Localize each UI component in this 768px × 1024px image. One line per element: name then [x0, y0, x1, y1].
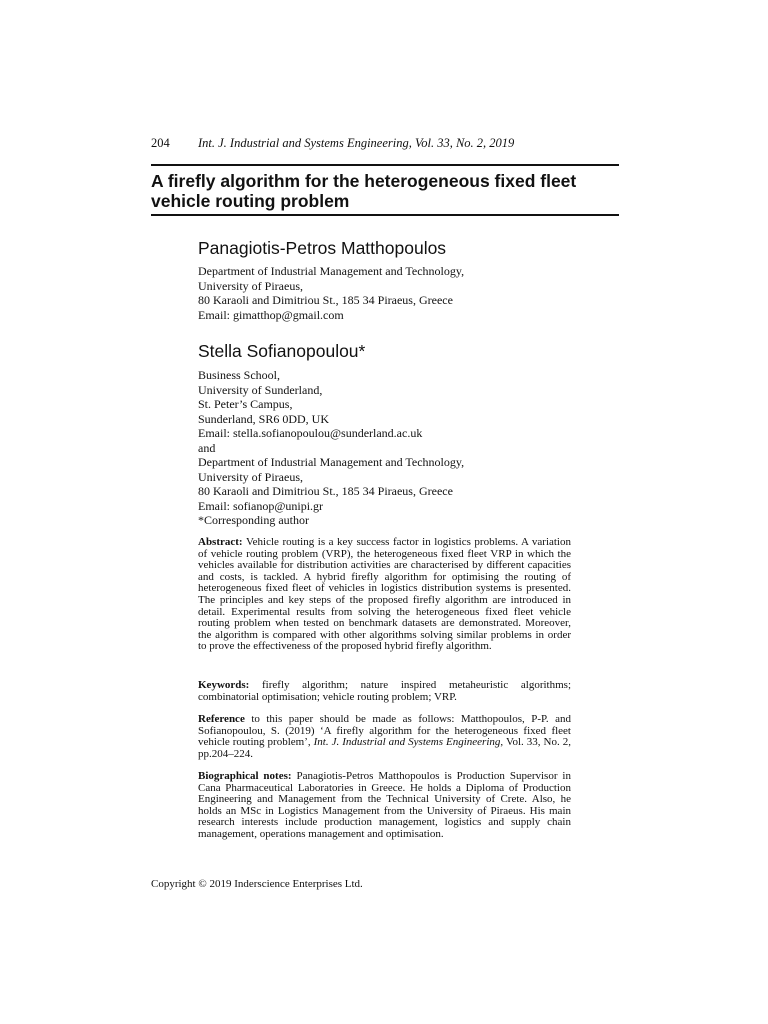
affiliation-line: University of Sunderland,: [198, 382, 323, 397]
affiliation-line: Sunderland, SR6 0DD, UK: [198, 411, 329, 426]
title-top-rule: [151, 164, 619, 166]
running-header: [151, 135, 619, 151]
author-affiliation-1: [198, 264, 578, 322]
bio-label: Biographical notes:: [198, 770, 292, 782]
affiliation-line: and: [198, 440, 216, 455]
reference-text: to this paper should be made as follows: Matthopoulos, P-P. and Sofianopoulou, S. (2019) ‘A firefly algorithm for the heterogeneous fixed fleet vehicle routing problem’,: [198, 713, 572, 749]
affiliation-line: St. Peter’s Campus,: [198, 397, 293, 411]
author-email: Email: sofianop@unipi.gr: [198, 498, 324, 513]
affiliation-line: Business School,: [198, 368, 281, 382]
reference-volume: , Vol. 33, No. 2, pp.204–224.: [198, 736, 572, 760]
keywords: [198, 680, 571, 703]
reference-journal: Int. J. Industrial and Systems Engineering: [313, 736, 501, 749]
affiliation-line: 80 Karaoli and Dimitriou St., 185 34 Piraeus, Greece: [198, 293, 453, 307]
author-name-1: Panagiotis-Petros Matthopoulos: [198, 238, 447, 258]
corresponding-author-note: *Corresponding author: [198, 513, 309, 527]
affiliation-line: University of Piraeus,: [198, 469, 303, 484]
paper-title: A firefly algorithm for the heterogeneous fixed fleet vehicle routing problem: [151, 171, 577, 211]
author-name-2: Stella Sofianopoulou*: [198, 341, 366, 361]
affiliation-line: University of Piraeus,: [198, 278, 303, 293]
reference: [198, 714, 571, 760]
bio-text: Panagiotis-Petros Matthopoulos is Production Supervisor in Cana Pharmaceutical Laboratories in Greece. He holds a Diploma of Production Engineering and Management from the Technical University of Crete. Also, he holds an MSc in Logistics Management from the University of Piraeus. His main research interests include production management, logistics and supply chain management, operations management and optimisation.: [198, 770, 571, 840]
keywords-text: firefly algorithm; nature inspired metaheuristic algorithms; combinatorial optimisation; vehicle routing problem; VRP.: [198, 679, 572, 703]
journal-citation: Int. J. Industrial and Systems Engineering, Vol. 33, No. 2, 2019: [198, 136, 515, 150]
biographical-notes: [198, 771, 571, 841]
author-email: Email: gimatthop@gmail.com: [198, 307, 344, 322]
affiliation-line: Department of Industrial Management and Technology,: [198, 264, 465, 278]
affiliation-line: 80 Karaoli and Dimitriou St., 185 34 Piraeus, Greece: [198, 484, 453, 498]
reference-label: Reference: [198, 713, 245, 725]
copyright-footer: Copyright © 2019 Inderscience Enterprises Ltd.: [151, 878, 363, 890]
abstract-text: Vehicle routing is a key success factor in logistics problems. A variation of vehicle routing problem (VRP), the heterogeneous fixed fleet VRP in which the vehicles available for distribution activities are characterised by different capacities and costs, is tackled. A hybrid firefly algorithm for optimising the routing of heterogeneous fixed fleet of vehicles in logistics distribution systems is presented. The principles and key steps of the proposed firefly algorithm are introduced in detail. Experimental results from solving the heterogeneous fixed fleet vehicle routing problem when tested on benchmark datasets are demonstrated. Moreover, the algorithm is compared with other algorithms solving similar problems in order to prove the effectiveness of the proposed hybrid firefly algorithm.: [198, 536, 571, 653]
author-affiliation-2: [198, 368, 578, 528]
title-bottom-rule: [151, 214, 619, 216]
abstract-label: Abstract:: [198, 536, 243, 548]
affiliation-line: Department of Industrial Management and Technology,: [198, 455, 465, 469]
keywords-label: Keywords:: [198, 679, 250, 691]
abstract: [198, 537, 571, 653]
page-number: 204: [151, 136, 170, 150]
author-email: Email: stella.sofianopoulou@sunderland.ac.uk: [198, 426, 423, 440]
